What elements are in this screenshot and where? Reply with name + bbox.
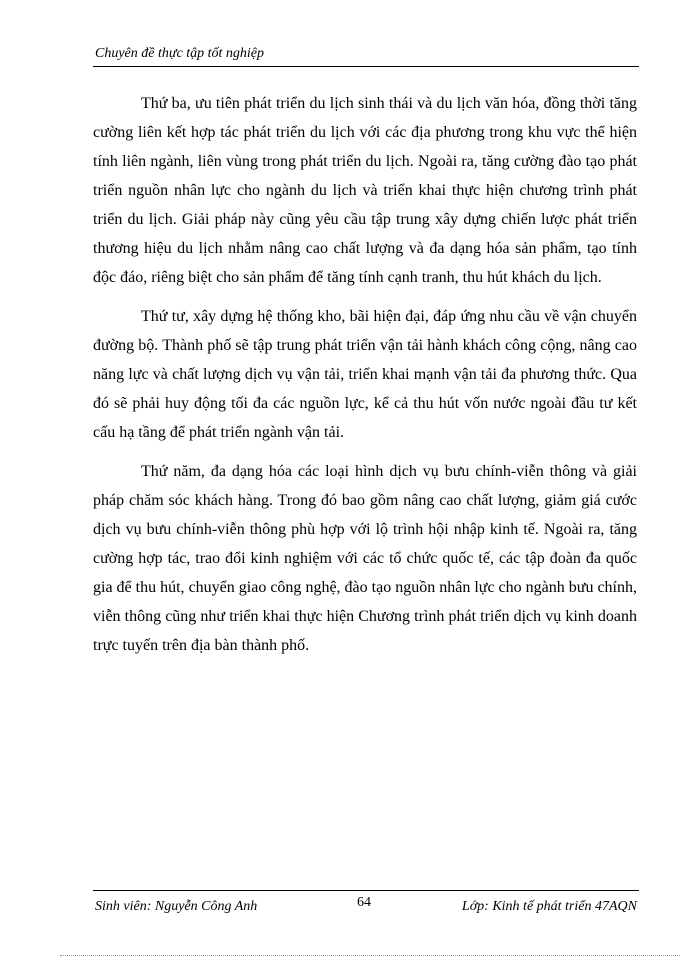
page-header [93,38,639,67]
paragraph-3: Thứ năm, đa dạng hóa các loại hình dịch vụ bưu chính-viễn thông và giải pháp chăm sóc khách hàng. Trong đó bao gồm nâng cao chất lượng, giảm giá cước dịch vụ bưu chính-viễn thông phù hợp với lộ trình hội nhập kinh tế. Ngoài ra, tăng cường hợp tác, trao đổi kinh nghiệm với các tổ chức quốc tế, các tập đoàn đa quốc gia để thu hút, chuyển giao công nghệ, đào tạo nguồn nhân lực cho ngành bưu chính, viễn thông cũng như triển khai thực hiện Chương trình phát triển dịch vụ kinh doanh trực tuyến trên địa bàn thành phố. [93,463,637,654]
page-edge-divider [60,955,680,956]
paragraph-1: Thứ ba, ưu tiên phát triển du lịch sinh thái và du lịch văn hóa, đồng thời tăng cường liên kết hợp tác phát triển du lịch với các địa phương trong khu vực thể hiện tính liên ngành, liên vùng trong phát triển du lịch. Ngoài ra, tăng cường đào tạo phát triển nguồn nhân lực cho ngành du lịch và triển khai thực hiện chương trình phát triển du lịch. Giải pháp này cũng yêu cầu tập trung xây dựng chiến lược phát triển thương hiệu du lịch nhằm nâng cao chất lượng và đa dạng hóa sản phẩm, tạo tính độc đáo, riêng biệt cho sản phẩm để tăng tính cạnh tranh, thu hút khách du lịch. [93,95,637,286]
page-number: 64 [357,895,371,910]
page-footer [93,890,639,921]
body-text [93,89,637,670]
footer-class: Lớp: Kinh tế phát triển 47AQN [461,899,637,914]
header-title: Chuyên đề thực tập tốt nghiệp [95,46,264,61]
footer-student: Sinh viên: Nguyễn Công Anh [95,899,258,914]
paragraph-2: Thứ tư, xây dựng hệ thống kho, bãi hiện đại, đáp ứng nhu cầu về vận chuyển đường bộ. Thành phố sẽ tập trung phát triển vận tải hành khách công cộng, nâng cao năng lực và chất lượng dịch vụ vận tải, triển khai mạnh vận tải đa phương thức. Qua đó sẽ phải huy động tối đa các nguồn lực, kể cả thu hút vốn nước ngoài đầu tư kết cấu hạ tầng để phát triển ngành vận tải. [93,308,637,441]
